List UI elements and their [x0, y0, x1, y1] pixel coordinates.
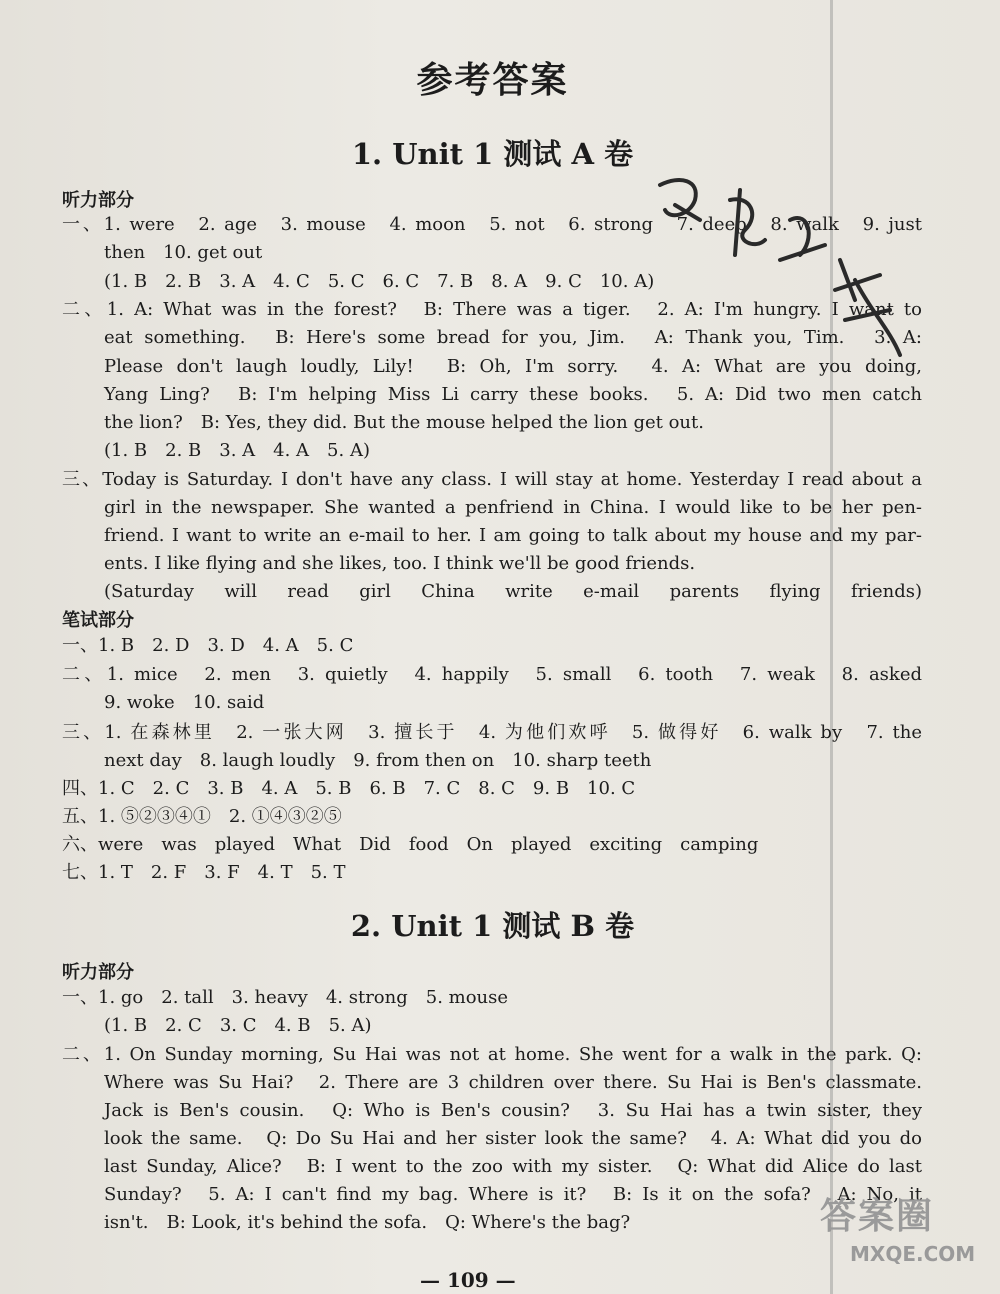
answer-line: 一、1. B 2. D 3. D 4. A 5. C — [62, 635, 354, 656]
answer-line: 四、1. C 2. C 3. B 4. A 5. B 6. B 7. C 8. C 9. B 10. C — [62, 778, 636, 799]
answer-line: Yang Ling? B: I'm helping Miss Li carry these books. 5. A: Did two men catch — [104, 384, 922, 405]
answer-line: Please don't laugh loudly, Lily! B: Oh, I'm sorry. 4. A: What are you doing, — [104, 356, 922, 377]
answer-line: the lion? B: Yes, they did. But the mouse helped the lion get out. — [104, 412, 704, 433]
answer-line: ents. I like flying and she likes, too. I think we'll be good friends. — [104, 553, 696, 574]
answer-line: (1. B 2. C 3. C 4. B 5. A) — [104, 1015, 372, 1036]
answer-line: then 10. get out — [104, 242, 263, 263]
answer-line: 六、were was played What Did food On played exciting camping — [62, 834, 759, 855]
page-title: 参考答案 — [416, 59, 569, 101]
answer-line: (1. B 2. B 3. A 4. A 5. A) — [104, 440, 370, 461]
answer-line: girl in the newspaper. She wanted a penfriend in China. I would like to be her pen- — [104, 497, 922, 518]
watermark-url: MXQE.COM — [850, 1242, 976, 1266]
page-number: — 109 — — [420, 1268, 516, 1292]
answer-line: 二、1. A: What was in the forest? B: There was a tiger. 2. A: I'm hungry. I want to — [62, 299, 922, 320]
answer-line: 一、1. go 2. tall 3. heavy 4. strong 5. mouse — [62, 987, 509, 1008]
section-2-listening-label: 听力部分 — [62, 962, 134, 983]
section-1-heading: 1. Unit 1 测试 A 卷 — [351, 137, 634, 171]
answer-line: Where was Su Hai? 2. There are 3 children over there. Su Hai is Ben's classmate. — [104, 1072, 922, 1093]
answer-line: friend. I want to write an e-mail to her. I am going to talk about my house and my par- — [104, 525, 922, 546]
answer-line: (Saturday will read girl China write e-mail parents flying friends) — [104, 581, 922, 602]
answer-line: 一、1. were 2. age 3. mouse 4. moon 5. not 6. strong 7. deep 8. walk 9. just — [62, 214, 922, 235]
watermark — [820, 1188, 990, 1288]
section-2-heading: 2. Unit 1 测试 B 卷 — [350, 909, 635, 943]
answer-line: last Sunday, Alice? B: I went to the zoo with my sister. Q: What did Alice do last — [104, 1156, 922, 1177]
answer-line: 七、1. T 2. F 3. F 4. T 5. T — [62, 862, 346, 883]
answer-line: isn't. B: Look, it's behind the sofa. Q: Where's the bag? — [104, 1212, 631, 1233]
answer-line: next day 8. laugh loudly 9. from then on 10. sharp teeth — [104, 750, 652, 771]
answer-line: Jack is Ben's cousin. Q: Who is Ben's cousin? 3. Su Hai has a twin sister, they — [104, 1100, 922, 1121]
answer-line: 二、1. On Sunday morning, Su Hai was not at home. She went for a walk in the park. Q: — [62, 1044, 922, 1065]
answer-line: Sunday? 5. A: I can't find my bag. Where is it? B: Is it on the sofa? A: No, it — [104, 1184, 922, 1205]
watermark-text: 答案圈 — [820, 1196, 935, 1237]
section-1-written-label: 笔试部分 — [62, 610, 134, 631]
answer-line: 9. woke 10. said — [104, 692, 265, 713]
answer-line: 五、1. ⑤②③④① 2. ①④③②⑤ — [62, 806, 342, 827]
handwriting-scribble-icon — [640, 160, 910, 370]
answer-line: look the same. Q: Do Su Hai and her sister look the same? 4. A: What did you do — [104, 1128, 922, 1149]
answer-line: eat something. B: Here's some bread for you, Jim. A: Thank you, Tim. 3. A: — [104, 327, 922, 348]
answer-line: 二、1. mice 2. men 3. quietly 4. happily 5. small 6. tooth 7. weak 8. asked — [62, 664, 922, 685]
answer-line: 三、1. 在森林里 2. 一张大网 3. 擅长于 4. 为他们欢呼 5. 做得好 6. walk by 7. the — [62, 722, 922, 743]
answer-line: (1. B 2. B 3. A 4. C 5. C 6. C 7. B 8. A 9. C 10. A) — [104, 271, 655, 292]
section-1-listening-label: 听力部分 — [62, 190, 134, 211]
answer-line: 三、Today is Saturday. I don't have any class. I will stay at home. Yesterday I read about a — [62, 469, 922, 490]
